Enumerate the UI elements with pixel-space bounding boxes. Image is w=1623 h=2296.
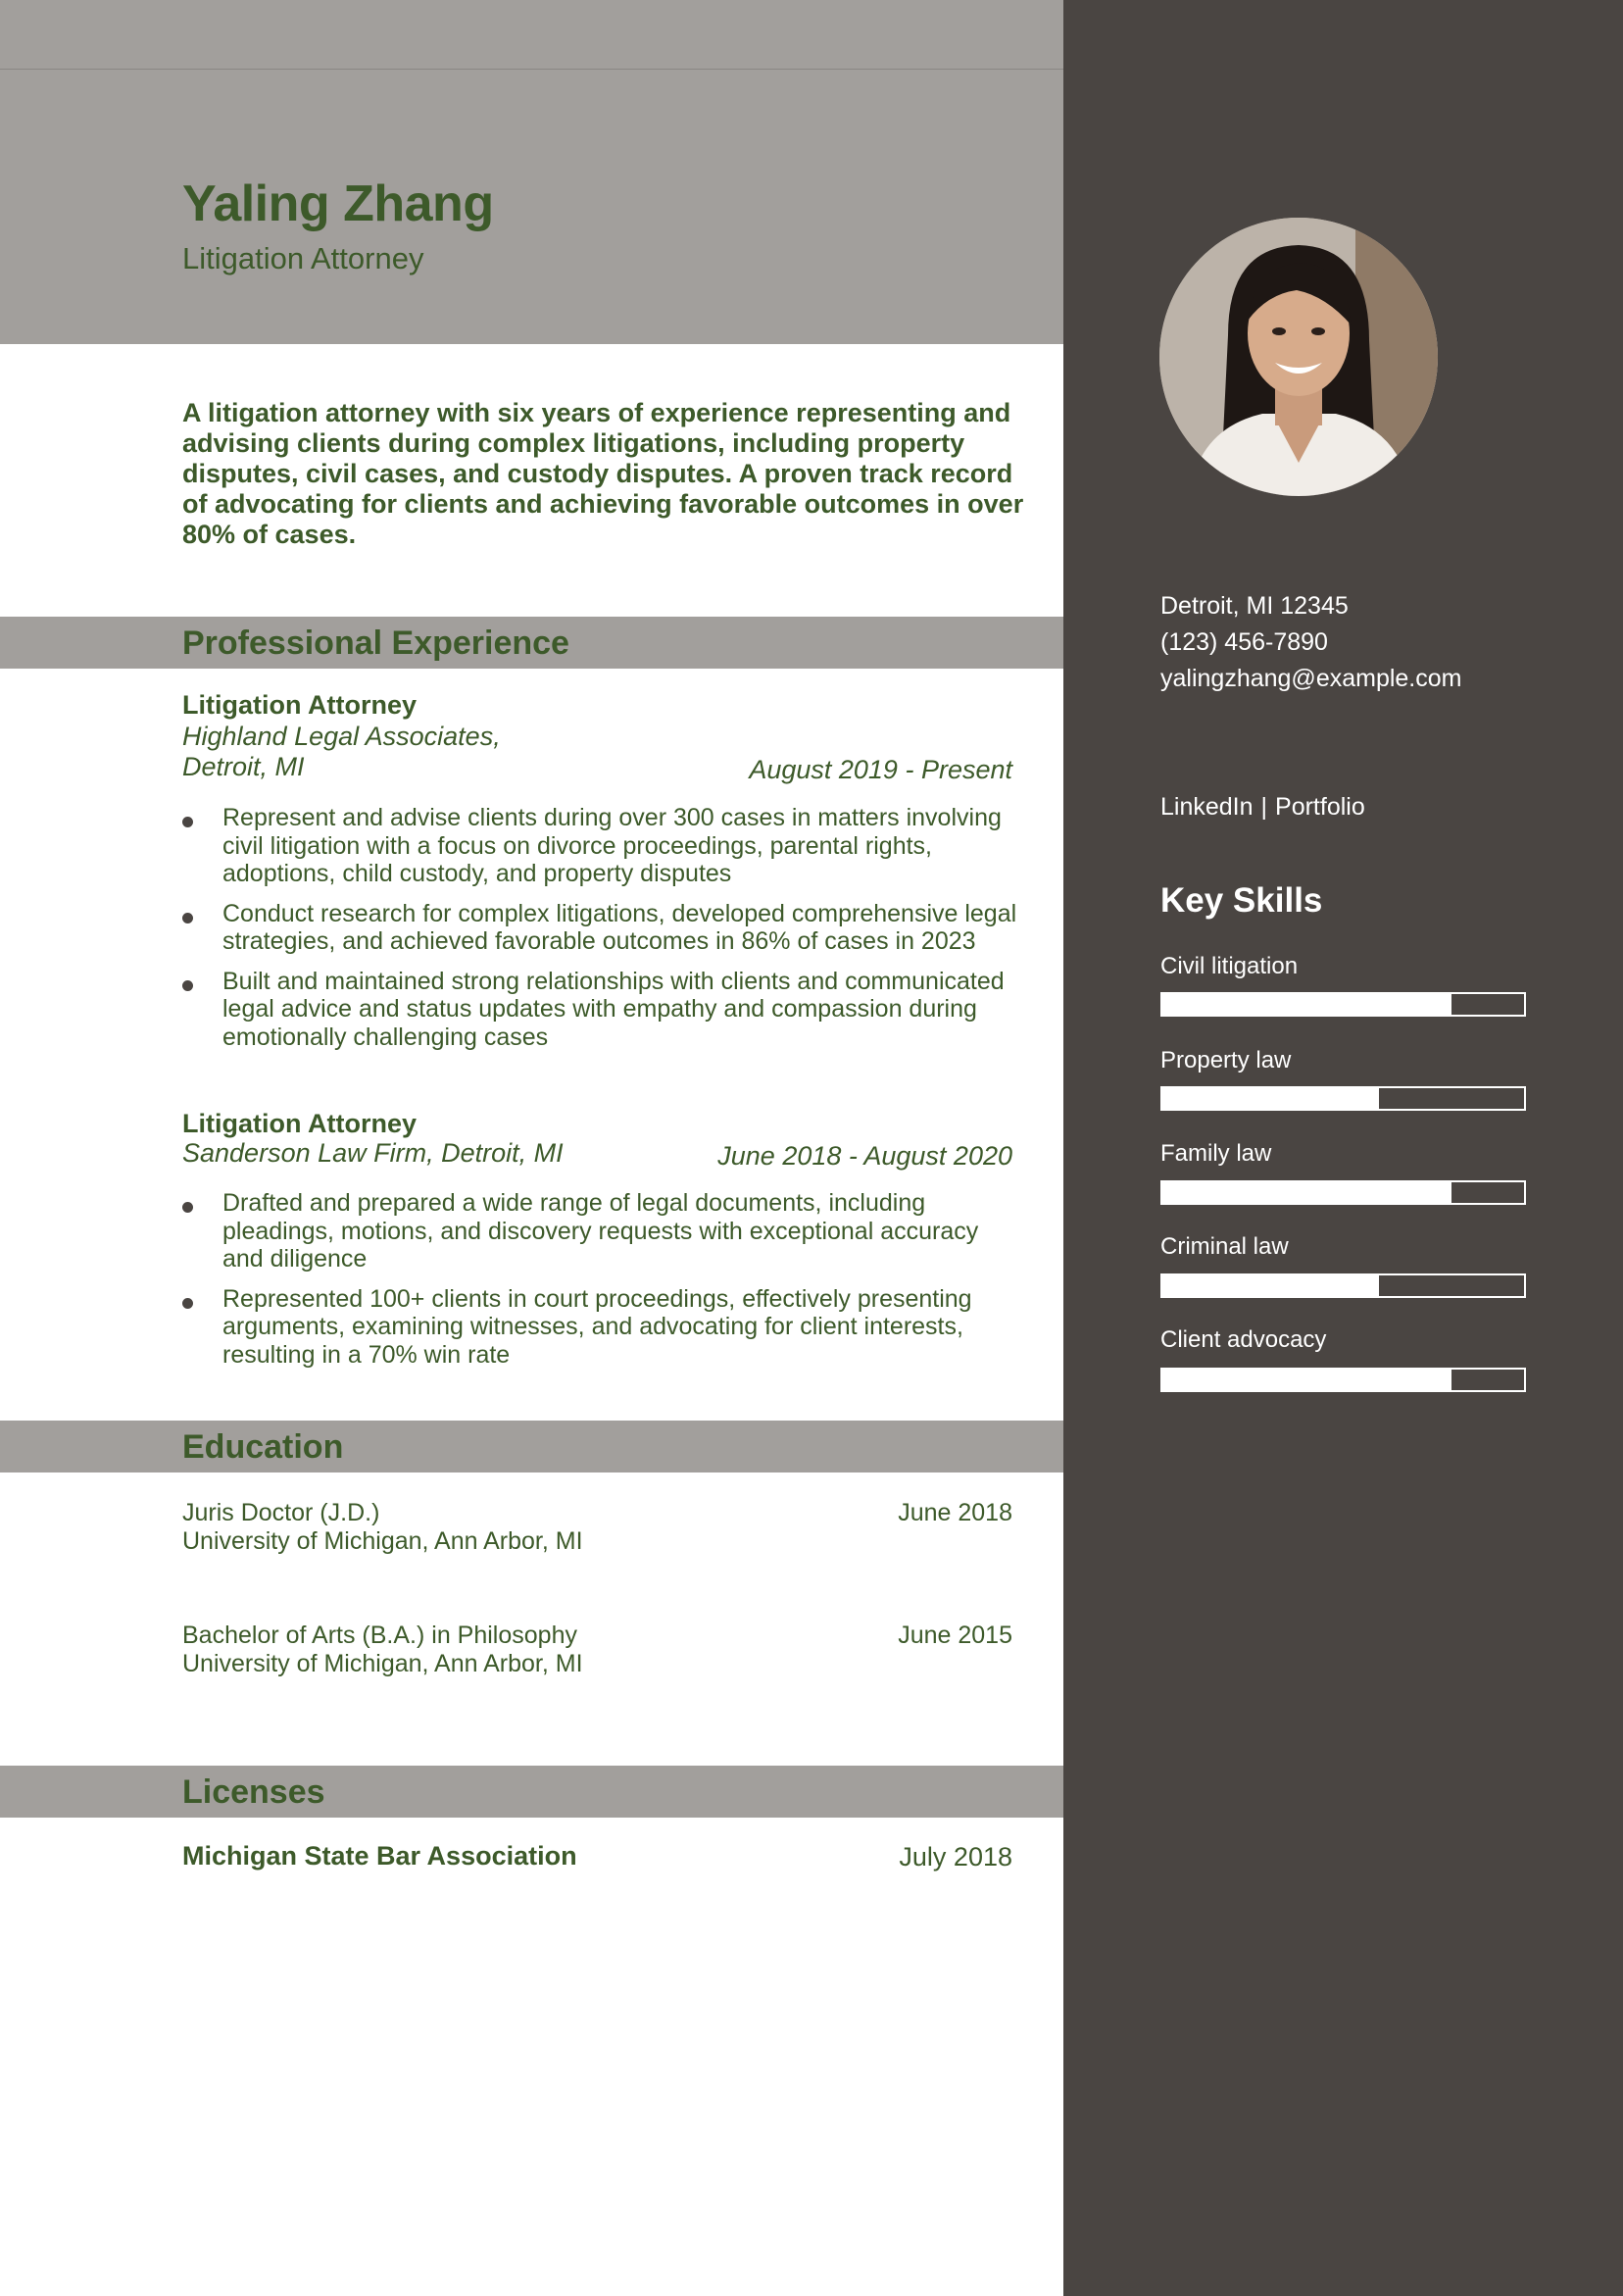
candidate-title: Litigation Attorney — [182, 241, 424, 275]
job-bullets — [182, 804, 1025, 1063]
profile-links — [1160, 793, 1365, 822]
skill-label: Family law — [1160, 1140, 1272, 1167]
skills-heading: Key Skills — [1160, 881, 1323, 920]
bullet-icon — [182, 913, 193, 923]
contact-address: Detroit, MI 12345 — [1160, 592, 1349, 620]
education-date: June 2015 — [898, 1622, 1012, 1649]
skill-bar-fill — [1162, 1182, 1451, 1203]
header-band — [0, 0, 1063, 344]
skill-label: Property law — [1160, 1047, 1292, 1073]
job-company: Sanderson Law Firm, Detroit, MI — [182, 1138, 564, 1168]
school: University of Michigan, Ann Arbor, MI — [182, 1650, 583, 1677]
license-date: July 2018 — [899, 1842, 1012, 1872]
job-bullets — [182, 1189, 1025, 1380]
section-title-experience: Professional Experience — [182, 624, 569, 662]
job-location: Detroit, MI — [182, 752, 305, 781]
bullet-icon — [182, 1202, 193, 1213]
candidate-name: Yaling Zhang — [182, 175, 494, 232]
linkedin-link[interactable]: LinkedIn — [1160, 793, 1254, 821]
section-title-licenses: Licenses — [182, 1773, 325, 1811]
link-separator: | — [1260, 793, 1268, 821]
skill-bar — [1160, 1273, 1526, 1298]
section-band-education — [0, 1421, 1063, 1472]
bullet-icon — [182, 980, 193, 991]
skill-bar — [1160, 1086, 1526, 1111]
job-company: Highland Legal Associates, — [182, 722, 501, 751]
section-band-experience — [0, 617, 1063, 669]
education-date: June 2018 — [898, 1499, 1012, 1526]
bullet-icon — [182, 1298, 193, 1309]
contact-phone[interactable]: (123) 456-7890 — [1160, 628, 1328, 656]
list-item: Conduct research for complex litigations, developed comprehensive legal strategies, and achieved favorable outcomes in 86% of cases in 2023 — [182, 900, 1025, 956]
list-item: Drafted and prepared a wide range of legal documents, including pleadings, motions, and discovery requests with exceptional accuracy and diligence — [182, 1189, 1025, 1273]
job-dates: August 2019 - Present — [749, 755, 1012, 784]
education-entry — [182, 1499, 614, 1556]
skill-label: Criminal law — [1160, 1233, 1289, 1260]
skill-bar-fill — [1162, 1370, 1451, 1390]
portrait-image — [1159, 218, 1438, 496]
skill-bar — [1160, 992, 1526, 1017]
degree: Juris Doctor (J.D.) — [182, 1499, 380, 1526]
section-band-licenses — [0, 1766, 1063, 1818]
education-entry — [182, 1622, 614, 1678]
skill-bar — [1160, 1180, 1526, 1205]
skill-bar-fill — [1162, 1088, 1379, 1109]
portfolio-link[interactable]: Portfolio — [1275, 793, 1365, 821]
skill-label: Client advocacy — [1160, 1326, 1327, 1353]
list-item: Built and maintained strong relationships with clients and communicated legal advice and status updates with empathy and compassion during emotionally challenging cases — [182, 968, 1025, 1052]
summary: A litigation attorney with six years of experience representing and advising clients during complex litigations, including property disputes, civil cases, and custody disputes. A proven track record of advocating for clients and achieving favorable outcomes in over 80% of cases. — [182, 398, 1024, 549]
section-title-education: Education — [182, 1428, 344, 1466]
list-item: Represent and advise clients during over 300 cases in matters involving civil litigation with a focus on divorce proceedings, parental rights, adoptions, child custody, and property disputes — [182, 804, 1025, 888]
list-item: Represented 100+ clients in court proceedings, effectively presenting arguments, examining witnesses, and advocating for client interests, resulting in a 70% win rate — [182, 1285, 1025, 1370]
job-title: Litigation Attorney — [182, 1109, 417, 1138]
skill-bar-fill — [1162, 994, 1451, 1015]
degree: Bachelor of Arts (B.A.) in Philosophy — [182, 1622, 577, 1649]
contact-email[interactable]: yalingzhang@example.com — [1160, 665, 1462, 692]
bullet-icon — [182, 817, 193, 827]
skill-label: Civil litigation — [1160, 953, 1299, 979]
profile-photo — [1159, 218, 1438, 496]
skill-bar — [1160, 1368, 1526, 1392]
job-dates: June 2018 - August 2020 — [717, 1141, 1012, 1171]
skill-bar-fill — [1162, 1275, 1379, 1296]
license-name: Michigan State Bar Association — [182, 1841, 577, 1871]
job-title: Litigation Attorney — [182, 690, 417, 720]
header-divider — [0, 69, 1063, 70]
school: University of Michigan, Ann Arbor, MI — [182, 1527, 583, 1555]
